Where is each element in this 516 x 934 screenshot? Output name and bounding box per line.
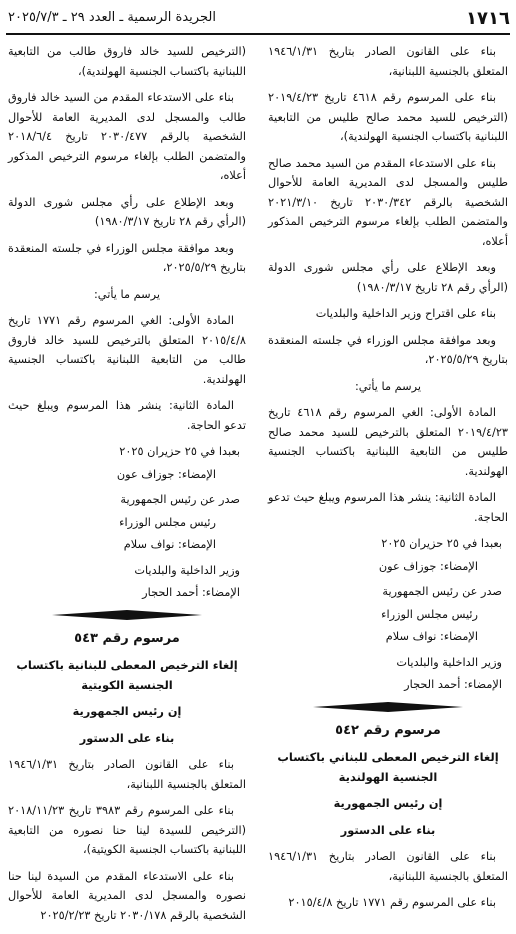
decree-title: إلغاء الترخيص المعطى للبناني باكتساب الجنسية الهولندية: [277, 750, 499, 784]
article-one: المادة الأولى: الغي المرسوم رقم ١٧٧١ تاريخ ٢٠١٥/٤/٨ المتعلق بالترخيص للسيد خالد فاروق طالب من التابعية اللبنانية باكتساب الجنسية الهولندية.: [8, 314, 246, 386]
paragraph: بناء على الاستدعاء المقدم من السيدة لينا حنا نصوره والمسجل لدى المديرية العامة للأحوال الشخصية بالرقم ٢٠٣٠/١٧٨ تاريخ ٢٠٢٥/٢/٢٣: [8, 869, 246, 922]
decree-title: إلغاء الترخيص المعطى للبنانية باكتساب الجنسية الكويتية: [16, 658, 238, 692]
paragraph: بناء على الاستدعاء المقدم من السيد خالد فاروق طالب والمسجل لدى المديرية العامة للأحوال الشخصية بالرقم ٢٠٣٠/٤٧٧ تاريخ ٢٠١٨/٦/٤ والمتضمن الطلب بإلغاء مرسوم الترخيص المذكور أعلاه،: [8, 91, 246, 182]
pm-title: رئيس مجلس الوزراء: [119, 515, 216, 529]
paragraph: بناء على المرسوم رقم ٤٦١٨ تاريخ ٢٠١٩/٤/٢٣ (الترخيص للسيد محمد صالح طليس من التابعية اللبنانية باكتساب الجنسية الهولندية)،: [268, 91, 508, 143]
minister-signature: الإمضاء: أحمد الحجار: [142, 586, 240, 599]
minister-title: وزير الداخلية والبلديات: [396, 655, 502, 669]
header-rule: [6, 33, 510, 35]
issued-by: صدر عن رئيس الجمهورية: [120, 493, 240, 506]
president-heading: إن رئيس الجمهورية: [333, 797, 443, 810]
separator-ornament: [313, 701, 463, 713]
constitution-heading: بناء على الدستور: [79, 731, 175, 745]
separator-ornament: [52, 609, 202, 621]
right-column: [268, 42, 508, 920]
paragraph: (الترخيص للسيد خالد فاروق طالب من التابعية اللبنانية باكتساب الجنسية الهولندية)،: [8, 45, 246, 78]
paragraph: بناء على القانون الصادر بتاريخ ١٩٤٦/١/٣١ المتعلق بالجنسية اللبنانية،: [8, 758, 246, 791]
paragraph: وبعد موافقة مجلس الوزراء في جلسته المنعقدة بتاريخ ٢٠٢٥/٥/٢٩،: [268, 333, 508, 366]
paragraph: بناء على اقتراح وزير الداخلية والبلديات: [315, 307, 496, 320]
paragraph: بناء على المرسوم رقم ٣٩٨٣ تاريخ ٢٠١٨/١١/٢٣ (الترخيص للسيدة لينا حنا نصوره من التابعية اللبنانية باكتساب الجنسية الكويتية)،: [8, 804, 246, 856]
decree-intro: يرسم ما يأتي:: [355, 379, 421, 393]
paragraph: وبعد الإطلاع على رأي مجلس شورى الدولة (الرأي رقم ٢٨ تاريخ ١٩٨٠/٣/١٧): [8, 195, 246, 228]
paragraph: بناء على المرسوم رقم ١٧٧١ تاريخ ٢٠١٥/٤/٨: [288, 896, 496, 909]
signing-date: بعبدا في ٢٥ حزيران ٢٠٢٥: [119, 445, 240, 458]
decree-number: مرسوم رقم ٥٤٢: [335, 722, 441, 738]
president-heading: إن رئيس الجمهورية: [72, 705, 182, 718]
minister-title: وزير الداخلية والبلديات: [134, 563, 240, 577]
minister-signature: الإمضاء: أحمد الحجار: [404, 678, 502, 691]
decree-intro: يرسم ما يأتي:: [94, 287, 160, 301]
paragraph: وبعد موافقة مجلس الوزراء في جلسته المنعقدة بتاريخ ٢٠٢٥/٥/٢٩،: [8, 241, 246, 274]
president-signature: الإمضاء: جوزاف عون: [378, 559, 478, 573]
left-column: [8, 42, 246, 932]
paragraph: وبعد الإطلاع على رأي مجلس شورى الدولة (الرأي رقم ٢٨ تاريخ ١٩٨٠/٣/١٧): [268, 261, 508, 294]
pm-signature: الإمضاء: نواف سلام: [385, 630, 478, 643]
signing-date: بعبدا في ٢٥ حزيران ٢٠٢٥: [381, 537, 502, 550]
paragraph: بناء على الاستدعاء المقدم من السيد محمد صالح طليس والمسجل لدى المديرية العامة للأحوال الشخصية بالرقم ٢٠٣٠/٣٤٢ تاريخ ٢٠٢١/٣/١٠ والمتضمن الطلب بإلغاء مرسوم الترخيص المذكور أعلاه،: [268, 156, 508, 248]
paragraph: بناء على القانون الصادر بتاريخ ١٩٤٦/١/٣١ المتعلق بالجنسية اللبنانية،: [268, 850, 508, 883]
article-two: المادة الثانية: ينشر هذا المرسوم ويبلغ حيث تدعو الحاجة.: [8, 399, 246, 432]
pm-title: رئيس مجلس الوزراء: [381, 607, 478, 621]
constitution-heading: بناء على الدستور: [340, 823, 436, 837]
issued-by: صدر عن رئيس الجمهورية: [382, 585, 502, 598]
decree-number: مرسوم رقم ٥٤٣: [74, 630, 180, 646]
issue-title: الجريدة الرسمية ـ العدد ٢٩ ـ ٢٠٢٥/٧/٣: [8, 10, 216, 25]
pm-signature: الإمضاء: نواف سلام: [123, 538, 216, 551]
president-signature: الإمضاء: جوزاف عون: [116, 467, 216, 481]
paragraph: بناء على القانون الصادر بتاريخ ١٩٤٦/١/٣١ المتعلق بالجنسية اللبنانية،: [268, 45, 508, 78]
article-two: المادة الثانية: ينشر هذا المرسوم ويبلغ حيث تدعو الحاجة.: [268, 491, 508, 524]
page-number: ١٧١٦: [466, 8, 510, 29]
page-header: [8, 8, 510, 34]
article-one: المادة الأولى: الغي المرسوم رقم ٤٦١٨ تاريخ ٢٠١٩/٤/٢٣ المتعلق بالترخيص للسيد محمد صالح طليس من التابعية اللبنانية باكتساب الجنسية الهولندية.: [268, 406, 508, 478]
